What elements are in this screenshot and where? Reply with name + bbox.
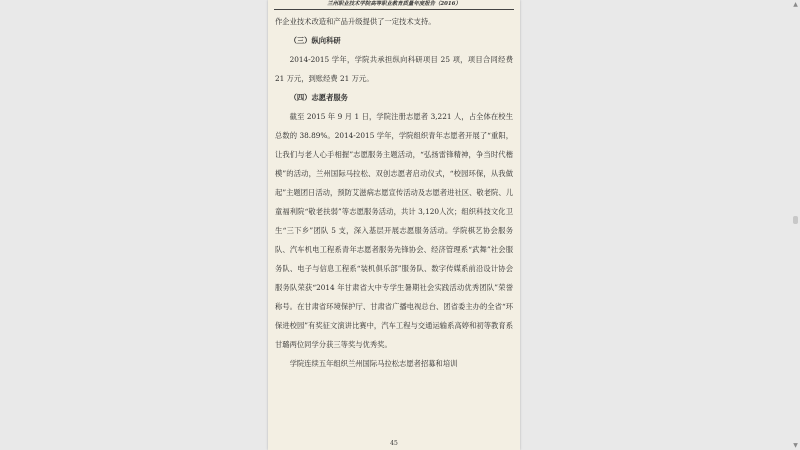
scroll-up-arrow-icon[interactable]: ▲ [793,1,798,8]
paragraph: 学院连续五年组织兰州国际马拉松志愿者招募和培训 [289,359,458,368]
section-heading: （三）纵向科研 [289,36,341,45]
paragraph: 作企业技术改造和产品升级提供了一定技术支持。 [275,17,436,26]
section-heading: （四）志愿者服务 [289,93,348,102]
page-header: 兰州职业技术学院高等职业教育质量年度报告（2016） [274,0,514,10]
page-body [275,12,513,373]
vertical-scrollbar[interactable] [791,0,800,450]
paragraph: 2014-2015 学年，学院共承担纵向科研项目 25 项，项目合同经费 21 万元，到账经费 21 万元。 [275,55,513,83]
page-number: 45 [390,440,398,447]
paragraph: 截至 2015 年 9 月 1 日，学院注册志愿者 3,221 人，占全体在校生总数的 38.89%。2014-2015 学年，学院组织青年志愿者开展了“重阳，让我们与老人心手相握”志愿服务主题活动，“弘扬雷锋精神，争当时代楷模”的活动，兰州国际马拉松、双创志愿者启动仪式，“校园环保，从我做起”主题团日活动，预防艾滋病志愿宣传活动及志愿者进社区、敬老院、儿童福利院“敬老扶弱”等志愿服务活动，共计 3,120人次；组织科技文化卫生“三下乡”团队 5 支，深入基层开展志愿服务活动。学院棋艺协会服务队、汽车机电工程系青年志愿者服务先锋协会、经济管理系“武舞”社会服务队、电子与信息工程系“装机俱乐部”服务队、数字传媒系前沿设计协会服务队荣获“2014 年甘肃省大中专学生暑期社会实践活动优秀团队”荣誉称号。在甘肃省环境保护厅、甘肃省广播电视总台、团省委主办的全省“环保进校园”有奖征文演讲比赛中，汽车工程与交通运输系高婷和初等教育系甘璐两位同学分获三等奖与优秀奖。 [275,112,513,349]
scroll-thumb[interactable] [793,216,798,224]
scroll-down-arrow-icon[interactable]: ▼ [793,442,798,449]
document-page [268,0,520,450]
